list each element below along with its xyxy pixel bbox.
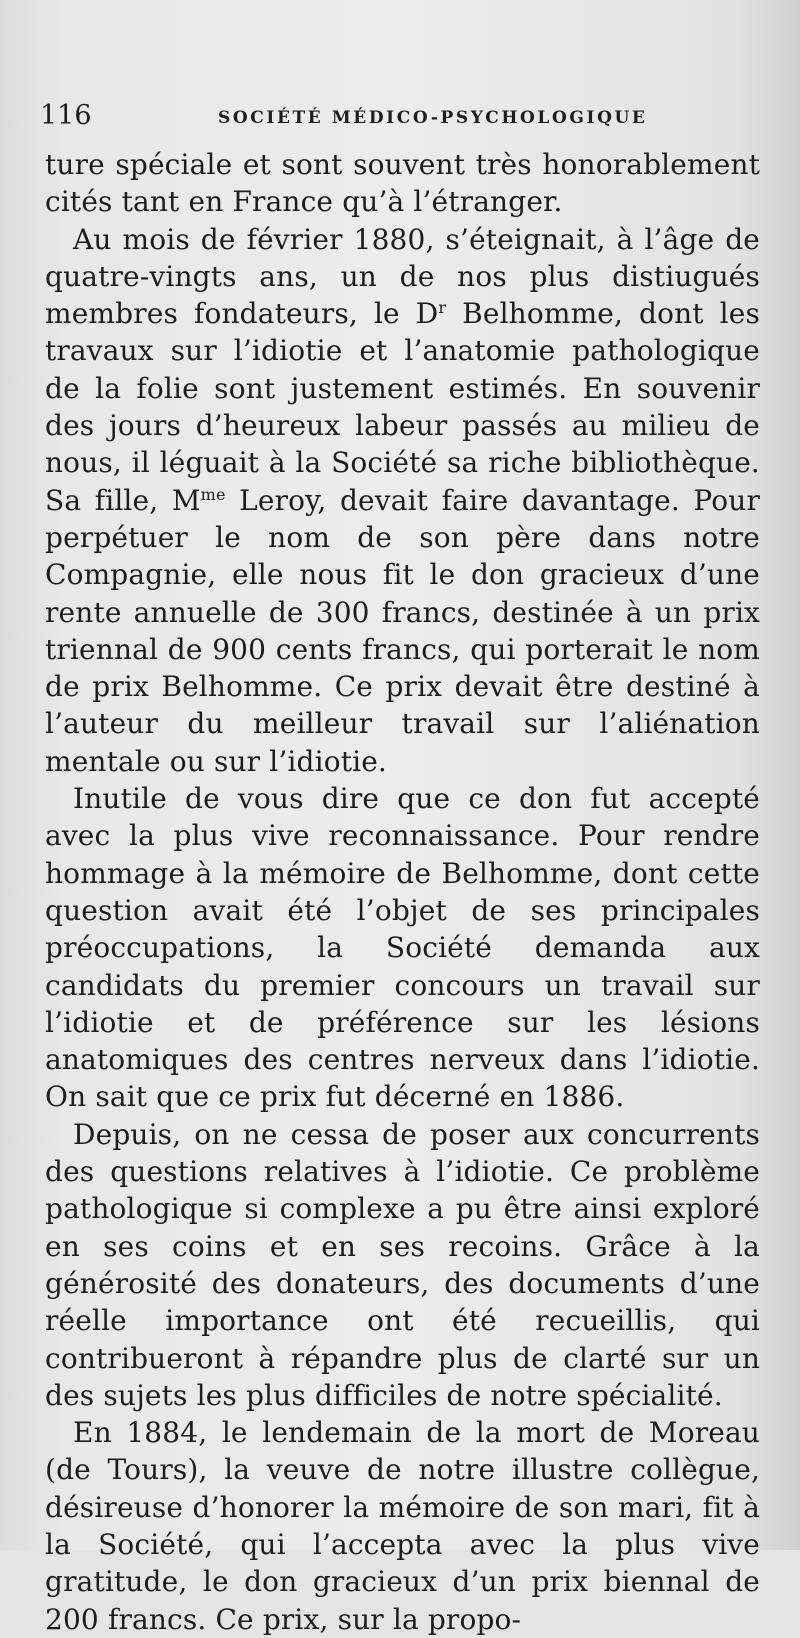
page-header bbox=[40, 96, 760, 136]
paragraph-2 bbox=[45, 221, 760, 780]
paragraph-2-part-3: Leroy, devait faire davantage. Pour perpétuer le nom de son père dans notre Compagnie, elle nous fit le don gracieux d’une rente annuelle de 300 francs, destinée à un prix triennal de 900 cents francs, qui porterait le nom de prix Belhomme. Ce prix devait être destiné à l’auteur du meilleur travail sur l’aliénation mentale ou sur l’idiotie. bbox=[45, 483, 760, 778]
page-number: 116 bbox=[40, 100, 92, 131]
paragraph-5: En 1884, le lendemain de la mort de Moreau (de Tours), la veuve de notre illustre collègue, désireuse d’honorer la mémoire de son mari, fit à la Société, qui l’accepta avec la plus vive gratitude, le don gracieux d’un prix biennal de 200 francs. Ce prix, sur la propo- bbox=[45, 1416, 760, 1636]
paragraph-2-part-1: Au mois de février 1880, s’éteignait, à l’âge de quatre-vingts ans, un de nos plus distiugués membres fondateurs, le D bbox=[45, 222, 760, 331]
paragraph-2-part-2: Belhomme, dont les travaux sur l’idiotie et l’anatomie pathologique de la folie sont justement estimés. En souvenir des jours d’heureux labeur passés au milieu de nous, il léguait à la Société sa riche bibliothèque. Sa fille, M bbox=[45, 297, 760, 517]
superscript-docteur: r bbox=[438, 298, 447, 318]
paragraph-4: Depuis, on ne cessa de poser aux concurrents des questions relatives à l’idiotie. Ce problème pathologique si complexe a pu être ainsi exploré en ses coins et en ses recoins. Grâce à la générosité des donateurs, des documents d’une réelle importance ont été recueillis, qui contribueront à répandre plus de clarté sur un des sujets les plus difficiles de notre spécialité. bbox=[45, 1117, 760, 1412]
running-title: SOCIÉTÉ MÉDICO-PSYCHOLOGIQUE bbox=[218, 108, 648, 128]
paragraph-3: Inutile de vous dire que ce don fut accepté avec la plus vive reconnaissance. Pour rendre hommage à la mémoire de Belhomme, dont cette question avait été l’objet de ses principales préoccupations, la Société demanda aux candidats du premier concours un travail sur l’idiotie et de préférence sur les lésions anatomiques des centres nerveux dans l’idiotie. On sait que ce prix fut décerné en 1886. bbox=[45, 782, 760, 1114]
body-text bbox=[45, 146, 760, 1638]
paragraph-1: ture spéciale et sont souvent très honorablement cités tant en France qu’à l’étranger. bbox=[45, 148, 760, 219]
superscript-madame: me bbox=[200, 484, 226, 504]
